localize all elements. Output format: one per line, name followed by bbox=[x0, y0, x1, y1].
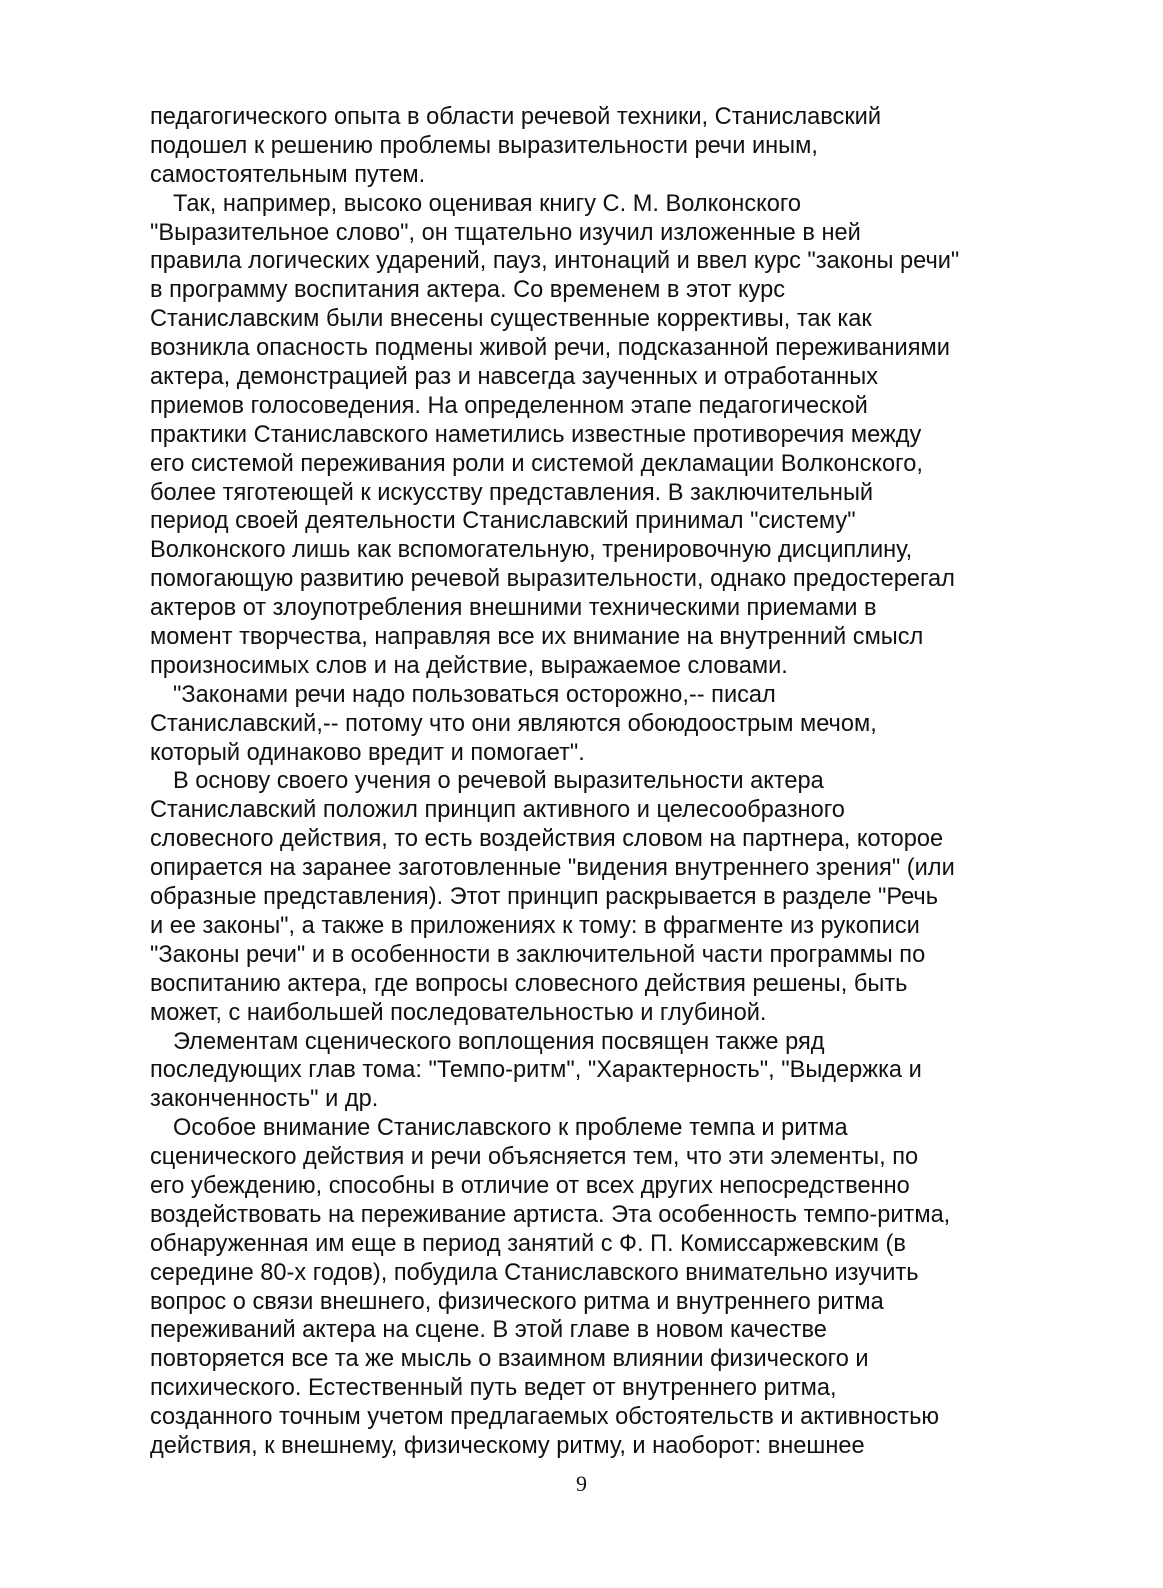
text-line: его убеждению, способны в отличие от всех других непосредственно bbox=[150, 1172, 910, 1199]
text-line: Станиславский,-- потому что они являются обоюдоострым мечом, bbox=[150, 710, 877, 737]
body-text bbox=[150, 103, 1030, 1461]
text-line: произносимых слов и на действие, выражаемое словами. bbox=[150, 652, 788, 679]
text-line: повторяется все та же мысль о взаимном влиянии физического и bbox=[150, 1346, 869, 1373]
text-line: в программу воспитания актера. Со временем в этот курс bbox=[150, 277, 786, 304]
text-line: практики Станиславского наметились известные противоречия между bbox=[150, 421, 922, 448]
text-line: воспитанию актера, где вопросы словесного действия решены, быть bbox=[150, 970, 908, 997]
text-line: актеров от злоупотребления внешними техническими приемами в bbox=[150, 595, 877, 622]
paragraph bbox=[150, 103, 1030, 190]
text-line: сценического действия и речи объясняется тем, что эти элементы, по bbox=[150, 1144, 919, 1171]
text-line: воздействовать на переживание артиста. Эта особенность темпо-ритма, bbox=[150, 1201, 951, 1228]
text-line: законченность" и др. bbox=[150, 1086, 379, 1113]
text-line: психического. Естественный путь ведет от внутреннего ритма, bbox=[150, 1375, 837, 1402]
text-line: образные представления). Этот принцип раскрывается в разделе "Речь bbox=[150, 884, 939, 911]
text-line: вопрос о связи внешнего, физического ритма и внутреннего ритма bbox=[150, 1288, 884, 1315]
paragraph bbox=[150, 767, 1030, 1027]
page-number: 9 bbox=[576, 1471, 587, 1496]
text-line: возникла опасность подмены живой речи, подсказанной переживаниями bbox=[150, 335, 950, 362]
text-line: самостоятельным путем. bbox=[150, 161, 426, 188]
text-line: и ее законы", а также в приложениях к тому: в фрагменте из рукописи bbox=[150, 912, 920, 939]
text-line: подошел к решению проблемы выразительности речи иным, bbox=[150, 132, 818, 159]
text-line: Волконского лишь как вспомогательную, тренировочную дисциплину, bbox=[150, 537, 913, 564]
paragraph bbox=[150, 190, 1030, 681]
text-line: словесного действия, то есть воздействия словом на партнера, которое bbox=[150, 826, 944, 853]
text-line: педагогического опыта в области речевой техники, Станиславский bbox=[150, 104, 882, 130]
text-line: Элементам сценического воплощения посвящен также ряд bbox=[173, 1028, 825, 1055]
text-line: действия, к внешнему, физическому ритму, и наоборот: внешнее bbox=[150, 1432, 865, 1459]
text-line: В основу своего учения о речевой выразительности актера bbox=[173, 768, 824, 795]
text-line: переживаний актера на сцене. В этой главе в новом качестве bbox=[150, 1317, 827, 1344]
text-line: созданного точным учетом предлагаемых обстоятельств и активностью bbox=[150, 1404, 940, 1431]
text-line: может, с наибольшей последовательностью и глубиной. bbox=[150, 999, 767, 1026]
text-line: опирается на заранее заготовленные "видения внутреннего зрения" (или bbox=[150, 855, 955, 882]
text-line: Особое внимание Станиславского к проблеме темпа и ритма bbox=[173, 1115, 848, 1142]
text-line: более тяготеющей к искусству представления. В заключительный bbox=[150, 479, 874, 506]
text-line: помогающую развитию речевой выразительности, однако предостерегал bbox=[150, 566, 955, 593]
text-line: "Выразительное слово", он тщательно изучил изложенные в ней bbox=[150, 219, 861, 246]
text-line: Станиславским были внесены существенные коррективы, так как bbox=[150, 306, 872, 333]
text-line: Станиславский положил принцип активного и целесообразного bbox=[150, 797, 845, 824]
text-line: правила логических ударений, пауз, интонаций и ввел курс "законы речи" bbox=[150, 248, 960, 275]
text-line: период своей деятельности Станиславский принимал "систему" bbox=[150, 508, 856, 535]
paragraph bbox=[150, 1114, 1030, 1461]
text-line: приемов голосоведения. На определенном этапе педагогической bbox=[150, 392, 868, 419]
text-line: середине 80-х годов), побудила Станиславского внимательно изучить bbox=[150, 1259, 919, 1286]
text-line: обнаруженная им еще в период занятий с Ф. П. Комиссаржевским (в bbox=[150, 1230, 906, 1257]
text-line: актера, демонстрацией раз и навсегда заученных и отработанных bbox=[150, 364, 879, 391]
text-line: "Законы речи" и в особенности в заключительной части программы по bbox=[150, 941, 926, 968]
text-line: его системой переживания роли и системой декламации Волконского, bbox=[150, 450, 923, 477]
text-line: который одинаково вредит и помогает". bbox=[150, 739, 585, 766]
text-line: момент творчества, направляя все их внимание на внутренний смысл bbox=[150, 624, 924, 651]
text-line: последующих глав тома: "Темпо-ритм", "Характерность", "Выдержка и bbox=[150, 1057, 922, 1084]
paragraph bbox=[150, 1028, 1030, 1115]
text-line: "Законами речи надо пользоваться осторожно,-- писал bbox=[173, 681, 776, 708]
paragraph bbox=[150, 681, 1030, 768]
text-line: Так, например, высоко оценивая книгу С. М. Волконского bbox=[173, 190, 802, 217]
